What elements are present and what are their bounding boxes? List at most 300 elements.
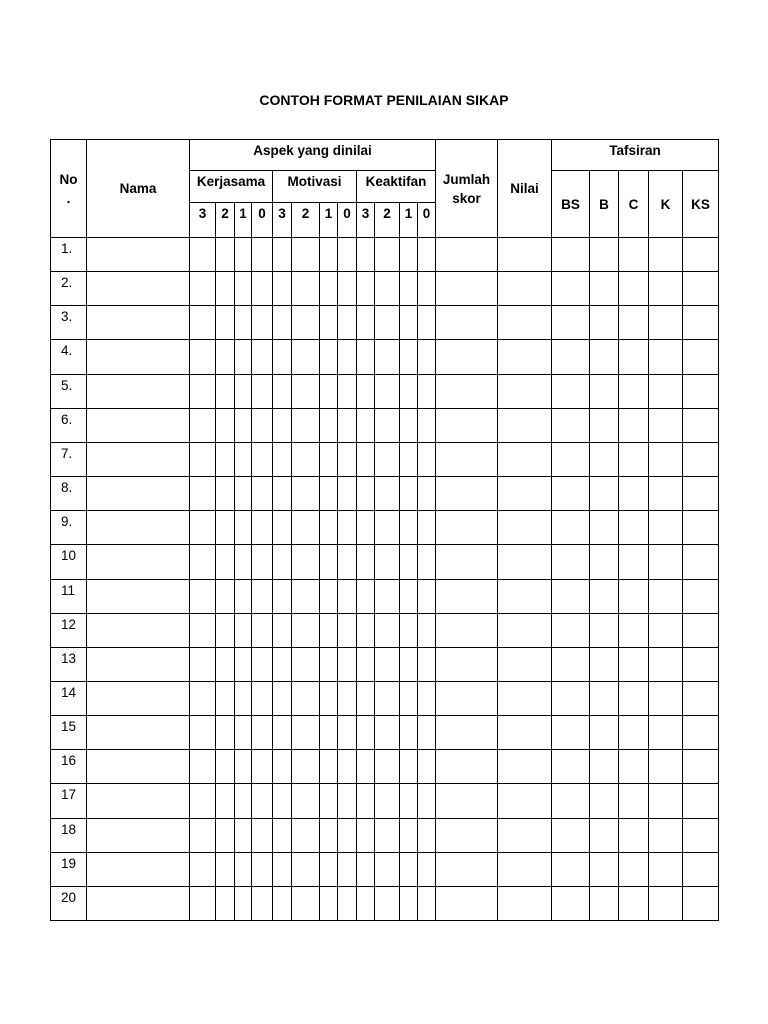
- score-cell[interactable]: [272, 510, 292, 545]
- score-cell[interactable]: [234, 476, 252, 511]
- score-cell[interactable]: [337, 374, 357, 409]
- score-cell[interactable]: [272, 271, 292, 306]
- score-cell[interactable]: [291, 715, 320, 750]
- tafsiran-cell[interactable]: [551, 442, 590, 477]
- score-cell[interactable]: [319, 613, 338, 648]
- score-cell[interactable]: [337, 271, 357, 306]
- score-cell[interactable]: [215, 783, 235, 819]
- score-cell[interactable]: [215, 442, 235, 477]
- score-cell[interactable]: [374, 749, 400, 784]
- nama-cell[interactable]: [86, 510, 190, 545]
- jumlah-skor-cell[interactable]: [435, 715, 498, 750]
- score-cell[interactable]: [291, 818, 320, 853]
- tafsiran-cell[interactable]: [648, 374, 683, 409]
- score-cell[interactable]: [189, 715, 216, 750]
- score-cell[interactable]: [337, 237, 357, 272]
- score-cell[interactable]: [374, 647, 400, 682]
- tafsiran-cell[interactable]: [551, 886, 590, 921]
- nama-cell[interactable]: [86, 715, 190, 750]
- score-cell[interactable]: [356, 408, 375, 443]
- nilai-cell[interactable]: [497, 476, 552, 511]
- score-cell[interactable]: [319, 579, 338, 614]
- score-cell[interactable]: [189, 408, 216, 443]
- nama-cell[interactable]: [86, 818, 190, 853]
- score-cell[interactable]: [251, 579, 273, 614]
- score-cell[interactable]: [374, 271, 400, 306]
- tafsiran-cell[interactable]: [682, 886, 719, 921]
- tafsiran-cell[interactable]: [618, 749, 649, 784]
- score-cell[interactable]: [215, 647, 235, 682]
- nama-cell[interactable]: [86, 613, 190, 648]
- tafsiran-cell[interactable]: [589, 579, 619, 614]
- jumlah-skor-cell[interactable]: [435, 374, 498, 409]
- score-cell[interactable]: [374, 783, 400, 819]
- tafsiran-cell[interactable]: [648, 237, 683, 272]
- tafsiran-cell[interactable]: [618, 544, 649, 580]
- score-cell[interactable]: [215, 339, 235, 375]
- score-cell[interactable]: [417, 510, 436, 545]
- tafsiran-cell[interactable]: [648, 783, 683, 819]
- score-cell[interactable]: [251, 749, 273, 784]
- tafsiran-cell[interactable]: [589, 374, 619, 409]
- nilai-cell[interactable]: [497, 681, 552, 716]
- jumlah-skor-cell[interactable]: [435, 749, 498, 784]
- score-cell[interactable]: [399, 544, 418, 580]
- score-cell[interactable]: [272, 647, 292, 682]
- score-cell[interactable]: [251, 442, 273, 477]
- score-cell[interactable]: [374, 442, 400, 477]
- tafsiran-cell[interactable]: [682, 374, 719, 409]
- score-cell[interactable]: [356, 647, 375, 682]
- score-cell[interactable]: [319, 237, 338, 272]
- score-cell[interactable]: [417, 271, 436, 306]
- tafsiran-cell[interactable]: [589, 681, 619, 716]
- score-cell[interactable]: [272, 852, 292, 887]
- tafsiran-cell[interactable]: [618, 681, 649, 716]
- tafsiran-cell[interactable]: [682, 818, 719, 853]
- score-cell[interactable]: [272, 579, 292, 614]
- score-cell[interactable]: [234, 544, 252, 580]
- nilai-cell[interactable]: [497, 715, 552, 750]
- score-cell[interactable]: [374, 408, 400, 443]
- score-cell[interactable]: [251, 374, 273, 409]
- score-cell[interactable]: [291, 305, 320, 340]
- tafsiran-cell[interactable]: [618, 886, 649, 921]
- nama-cell[interactable]: [86, 271, 190, 306]
- score-cell[interactable]: [272, 715, 292, 750]
- score-cell[interactable]: [189, 374, 216, 409]
- nama-cell[interactable]: [86, 681, 190, 716]
- jumlah-skor-cell[interactable]: [435, 305, 498, 340]
- score-cell[interactable]: [399, 408, 418, 443]
- score-cell[interactable]: [291, 442, 320, 477]
- score-cell[interactable]: [291, 408, 320, 443]
- score-cell[interactable]: [374, 818, 400, 853]
- score-cell[interactable]: [234, 681, 252, 716]
- nilai-cell[interactable]: [497, 510, 552, 545]
- score-cell[interactable]: [399, 783, 418, 819]
- tafsiran-cell[interactable]: [618, 783, 649, 819]
- tafsiran-cell[interactable]: [682, 442, 719, 477]
- score-cell[interactable]: [234, 579, 252, 614]
- score-cell[interactable]: [319, 749, 338, 784]
- score-cell[interactable]: [272, 476, 292, 511]
- score-cell[interactable]: [189, 339, 216, 375]
- score-cell[interactable]: [356, 442, 375, 477]
- score-cell[interactable]: [189, 579, 216, 614]
- tafsiran-cell[interactable]: [551, 715, 590, 750]
- tafsiran-cell[interactable]: [648, 681, 683, 716]
- score-cell[interactable]: [356, 783, 375, 819]
- score-cell[interactable]: [251, 647, 273, 682]
- score-cell[interactable]: [189, 442, 216, 477]
- score-cell[interactable]: [399, 715, 418, 750]
- score-cell[interactable]: [215, 818, 235, 853]
- score-cell[interactable]: [251, 544, 273, 580]
- score-cell[interactable]: [189, 852, 216, 887]
- tafsiran-cell[interactable]: [648, 715, 683, 750]
- score-cell[interactable]: [189, 886, 216, 921]
- score-cell[interactable]: [337, 715, 357, 750]
- tafsiran-cell[interactable]: [682, 715, 719, 750]
- score-cell[interactable]: [291, 681, 320, 716]
- jumlah-skor-cell[interactable]: [435, 408, 498, 443]
- score-cell[interactable]: [272, 408, 292, 443]
- tafsiran-cell[interactable]: [589, 749, 619, 784]
- score-cell[interactable]: [356, 237, 375, 272]
- score-cell[interactable]: [234, 442, 252, 477]
- score-cell[interactable]: [319, 476, 338, 511]
- score-cell[interactable]: [215, 271, 235, 306]
- tafsiran-cell[interactable]: [551, 852, 590, 887]
- score-cell[interactable]: [319, 647, 338, 682]
- score-cell[interactable]: [399, 749, 418, 784]
- score-cell[interactable]: [272, 544, 292, 580]
- score-cell[interactable]: [417, 408, 436, 443]
- tafsiran-cell[interactable]: [682, 783, 719, 819]
- tafsiran-cell[interactable]: [551, 783, 590, 819]
- tafsiran-cell[interactable]: [589, 305, 619, 340]
- score-cell[interactable]: [234, 647, 252, 682]
- score-cell[interactable]: [374, 544, 400, 580]
- score-cell[interactable]: [417, 237, 436, 272]
- score-cell[interactable]: [215, 749, 235, 784]
- score-cell[interactable]: [356, 579, 375, 614]
- score-cell[interactable]: [272, 783, 292, 819]
- tafsiran-cell[interactable]: [618, 271, 649, 306]
- tafsiran-cell[interactable]: [589, 544, 619, 580]
- score-cell[interactable]: [337, 442, 357, 477]
- score-cell[interactable]: [215, 544, 235, 580]
- tafsiran-cell[interactable]: [618, 818, 649, 853]
- tafsiran-cell[interactable]: [648, 544, 683, 580]
- score-cell[interactable]: [374, 613, 400, 648]
- score-cell[interactable]: [417, 852, 436, 887]
- nama-cell[interactable]: [86, 647, 190, 682]
- score-cell[interactable]: [417, 886, 436, 921]
- tafsiran-cell[interactable]: [618, 339, 649, 375]
- tafsiran-cell[interactable]: [551, 579, 590, 614]
- tafsiran-cell[interactable]: [618, 408, 649, 443]
- tafsiran-cell[interactable]: [618, 476, 649, 511]
- score-cell[interactable]: [234, 818, 252, 853]
- score-cell[interactable]: [215, 408, 235, 443]
- tafsiran-cell[interactable]: [551, 476, 590, 511]
- score-cell[interactable]: [234, 271, 252, 306]
- score-cell[interactable]: [356, 271, 375, 306]
- tafsiran-cell[interactable]: [551, 818, 590, 853]
- score-cell[interactable]: [374, 305, 400, 340]
- nilai-cell[interactable]: [497, 613, 552, 648]
- score-cell[interactable]: [399, 852, 418, 887]
- score-cell[interactable]: [272, 749, 292, 784]
- tafsiran-cell[interactable]: [551, 510, 590, 545]
- score-cell[interactable]: [417, 544, 436, 580]
- tafsiran-cell[interactable]: [618, 613, 649, 648]
- score-cell[interactable]: [417, 715, 436, 750]
- score-cell[interactable]: [234, 237, 252, 272]
- tafsiran-cell[interactable]: [648, 408, 683, 443]
- score-cell[interactable]: [399, 681, 418, 716]
- score-cell[interactable]: [337, 818, 357, 853]
- score-cell[interactable]: [234, 886, 252, 921]
- jumlah-skor-cell[interactable]: [435, 818, 498, 853]
- score-cell[interactable]: [374, 510, 400, 545]
- jumlah-skor-cell[interactable]: [435, 476, 498, 511]
- tafsiran-cell[interactable]: [648, 886, 683, 921]
- score-cell[interactable]: [189, 749, 216, 784]
- nilai-cell[interactable]: [497, 442, 552, 477]
- tafsiran-cell[interactable]: [682, 339, 719, 375]
- nilai-cell[interactable]: [497, 783, 552, 819]
- nilai-cell[interactable]: [497, 852, 552, 887]
- score-cell[interactable]: [215, 305, 235, 340]
- score-cell[interactable]: [189, 305, 216, 340]
- score-cell[interactable]: [356, 613, 375, 648]
- score-cell[interactable]: [356, 715, 375, 750]
- score-cell[interactable]: [417, 579, 436, 614]
- score-cell[interactable]: [319, 408, 338, 443]
- score-cell[interactable]: [337, 305, 357, 340]
- tafsiran-cell[interactable]: [618, 715, 649, 750]
- score-cell[interactable]: [417, 647, 436, 682]
- score-cell[interactable]: [234, 339, 252, 375]
- score-cell[interactable]: [251, 339, 273, 375]
- nilai-cell[interactable]: [497, 886, 552, 921]
- score-cell[interactable]: [399, 579, 418, 614]
- nilai-cell[interactable]: [497, 339, 552, 375]
- nilai-cell[interactable]: [497, 749, 552, 784]
- tafsiran-cell[interactable]: [682, 749, 719, 784]
- score-cell[interactable]: [251, 886, 273, 921]
- jumlah-skor-cell[interactable]: [435, 442, 498, 477]
- jumlah-skor-cell[interactable]: [435, 579, 498, 614]
- score-cell[interactable]: [234, 852, 252, 887]
- score-cell[interactable]: [291, 579, 320, 614]
- score-cell[interactable]: [234, 783, 252, 819]
- score-cell[interactable]: [189, 818, 216, 853]
- nama-cell[interactable]: [86, 237, 190, 272]
- tafsiran-cell[interactable]: [589, 442, 619, 477]
- tafsiran-cell[interactable]: [551, 647, 590, 682]
- tafsiran-cell[interactable]: [589, 715, 619, 750]
- score-cell[interactable]: [399, 271, 418, 306]
- score-cell[interactable]: [319, 374, 338, 409]
- nama-cell[interactable]: [86, 783, 190, 819]
- score-cell[interactable]: [319, 442, 338, 477]
- tafsiran-cell[interactable]: [682, 647, 719, 682]
- score-cell[interactable]: [417, 476, 436, 511]
- score-cell[interactable]: [319, 544, 338, 580]
- nama-cell[interactable]: [86, 305, 190, 340]
- score-cell[interactable]: [215, 613, 235, 648]
- score-cell[interactable]: [189, 237, 216, 272]
- tafsiran-cell[interactable]: [551, 749, 590, 784]
- score-cell[interactable]: [399, 510, 418, 545]
- score-cell[interactable]: [337, 408, 357, 443]
- score-cell[interactable]: [399, 374, 418, 409]
- score-cell[interactable]: [272, 681, 292, 716]
- score-cell[interactable]: [234, 613, 252, 648]
- tafsiran-cell[interactable]: [618, 305, 649, 340]
- tafsiran-cell[interactable]: [682, 681, 719, 716]
- nama-cell[interactable]: [86, 749, 190, 784]
- score-cell[interactable]: [417, 818, 436, 853]
- score-cell[interactable]: [291, 886, 320, 921]
- score-cell[interactable]: [189, 613, 216, 648]
- score-cell[interactable]: [399, 613, 418, 648]
- score-cell[interactable]: [215, 715, 235, 750]
- score-cell[interactable]: [374, 715, 400, 750]
- tafsiran-cell[interactable]: [551, 544, 590, 580]
- nilai-cell[interactable]: [497, 408, 552, 443]
- tafsiran-cell[interactable]: [551, 374, 590, 409]
- tafsiran-cell[interactable]: [589, 647, 619, 682]
- score-cell[interactable]: [356, 305, 375, 340]
- score-cell[interactable]: [374, 681, 400, 716]
- tafsiran-cell[interactable]: [589, 783, 619, 819]
- score-cell[interactable]: [272, 613, 292, 648]
- score-cell[interactable]: [215, 579, 235, 614]
- tafsiran-cell[interactable]: [682, 544, 719, 580]
- score-cell[interactable]: [417, 442, 436, 477]
- nilai-cell[interactable]: [497, 271, 552, 306]
- score-cell[interactable]: [234, 305, 252, 340]
- jumlah-skor-cell[interactable]: [435, 647, 498, 682]
- score-cell[interactable]: [337, 339, 357, 375]
- nama-cell[interactable]: [86, 886, 190, 921]
- tafsiran-cell[interactable]: [682, 579, 719, 614]
- tafsiran-cell[interactable]: [589, 408, 619, 443]
- tafsiran-cell[interactable]: [589, 237, 619, 272]
- score-cell[interactable]: [417, 749, 436, 784]
- nama-cell[interactable]: [86, 339, 190, 375]
- jumlah-skor-cell[interactable]: [435, 681, 498, 716]
- score-cell[interactable]: [234, 510, 252, 545]
- tafsiran-cell[interactable]: [551, 339, 590, 375]
- nilai-cell[interactable]: [497, 544, 552, 580]
- jumlah-skor-cell[interactable]: [435, 886, 498, 921]
- tafsiran-cell[interactable]: [618, 510, 649, 545]
- score-cell[interactable]: [374, 374, 400, 409]
- tafsiran-cell[interactable]: [648, 818, 683, 853]
- tafsiran-cell[interactable]: [589, 339, 619, 375]
- score-cell[interactable]: [319, 783, 338, 819]
- nama-cell[interactable]: [86, 374, 190, 409]
- score-cell[interactable]: [399, 442, 418, 477]
- score-cell[interactable]: [417, 339, 436, 375]
- score-cell[interactable]: [291, 613, 320, 648]
- score-cell[interactable]: [291, 647, 320, 682]
- score-cell[interactable]: [319, 715, 338, 750]
- tafsiran-cell[interactable]: [682, 408, 719, 443]
- score-cell[interactable]: [417, 783, 436, 819]
- tafsiran-cell[interactable]: [648, 476, 683, 511]
- jumlah-skor-cell[interactable]: [435, 510, 498, 545]
- score-cell[interactable]: [215, 476, 235, 511]
- nama-cell[interactable]: [86, 476, 190, 511]
- score-cell[interactable]: [356, 374, 375, 409]
- score-cell[interactable]: [291, 476, 320, 511]
- score-cell[interactable]: [291, 237, 320, 272]
- nilai-cell[interactable]: [497, 237, 552, 272]
- score-cell[interactable]: [337, 476, 357, 511]
- tafsiran-cell[interactable]: [618, 442, 649, 477]
- tafsiran-cell[interactable]: [648, 647, 683, 682]
- score-cell[interactable]: [189, 476, 216, 511]
- score-cell[interactable]: [374, 237, 400, 272]
- nilai-cell[interactable]: [497, 818, 552, 853]
- score-cell[interactable]: [251, 783, 273, 819]
- score-cell[interactable]: [337, 886, 357, 921]
- score-cell[interactable]: [251, 271, 273, 306]
- tafsiran-cell[interactable]: [551, 613, 590, 648]
- score-cell[interactable]: [291, 374, 320, 409]
- score-cell[interactable]: [251, 852, 273, 887]
- score-cell[interactable]: [337, 613, 357, 648]
- score-cell[interactable]: [272, 374, 292, 409]
- score-cell[interactable]: [291, 339, 320, 375]
- score-cell[interactable]: [337, 579, 357, 614]
- tafsiran-cell[interactable]: [618, 374, 649, 409]
- tafsiran-cell[interactable]: [618, 852, 649, 887]
- tafsiran-cell[interactable]: [618, 237, 649, 272]
- tafsiran-cell[interactable]: [589, 613, 619, 648]
- jumlah-skor-cell[interactable]: [435, 852, 498, 887]
- score-cell[interactable]: [251, 510, 273, 545]
- score-cell[interactable]: [337, 681, 357, 716]
- score-cell[interactable]: [215, 510, 235, 545]
- score-cell[interactable]: [356, 339, 375, 375]
- nilai-cell[interactable]: [497, 374, 552, 409]
- score-cell[interactable]: [215, 681, 235, 716]
- score-cell[interactable]: [272, 442, 292, 477]
- score-cell[interactable]: [189, 510, 216, 545]
- tafsiran-cell[interactable]: [682, 852, 719, 887]
- jumlah-skor-cell[interactable]: [435, 271, 498, 306]
- score-cell[interactable]: [215, 237, 235, 272]
- score-cell[interactable]: [291, 510, 320, 545]
- score-cell[interactable]: [251, 613, 273, 648]
- jumlah-skor-cell[interactable]: [435, 237, 498, 272]
- nama-cell[interactable]: [86, 852, 190, 887]
- score-cell[interactable]: [337, 749, 357, 784]
- tafsiran-cell[interactable]: [551, 681, 590, 716]
- jumlah-skor-cell[interactable]: [435, 783, 498, 819]
- nama-cell[interactable]: [86, 408, 190, 443]
- jumlah-skor-cell[interactable]: [435, 339, 498, 375]
- score-cell[interactable]: [215, 852, 235, 887]
